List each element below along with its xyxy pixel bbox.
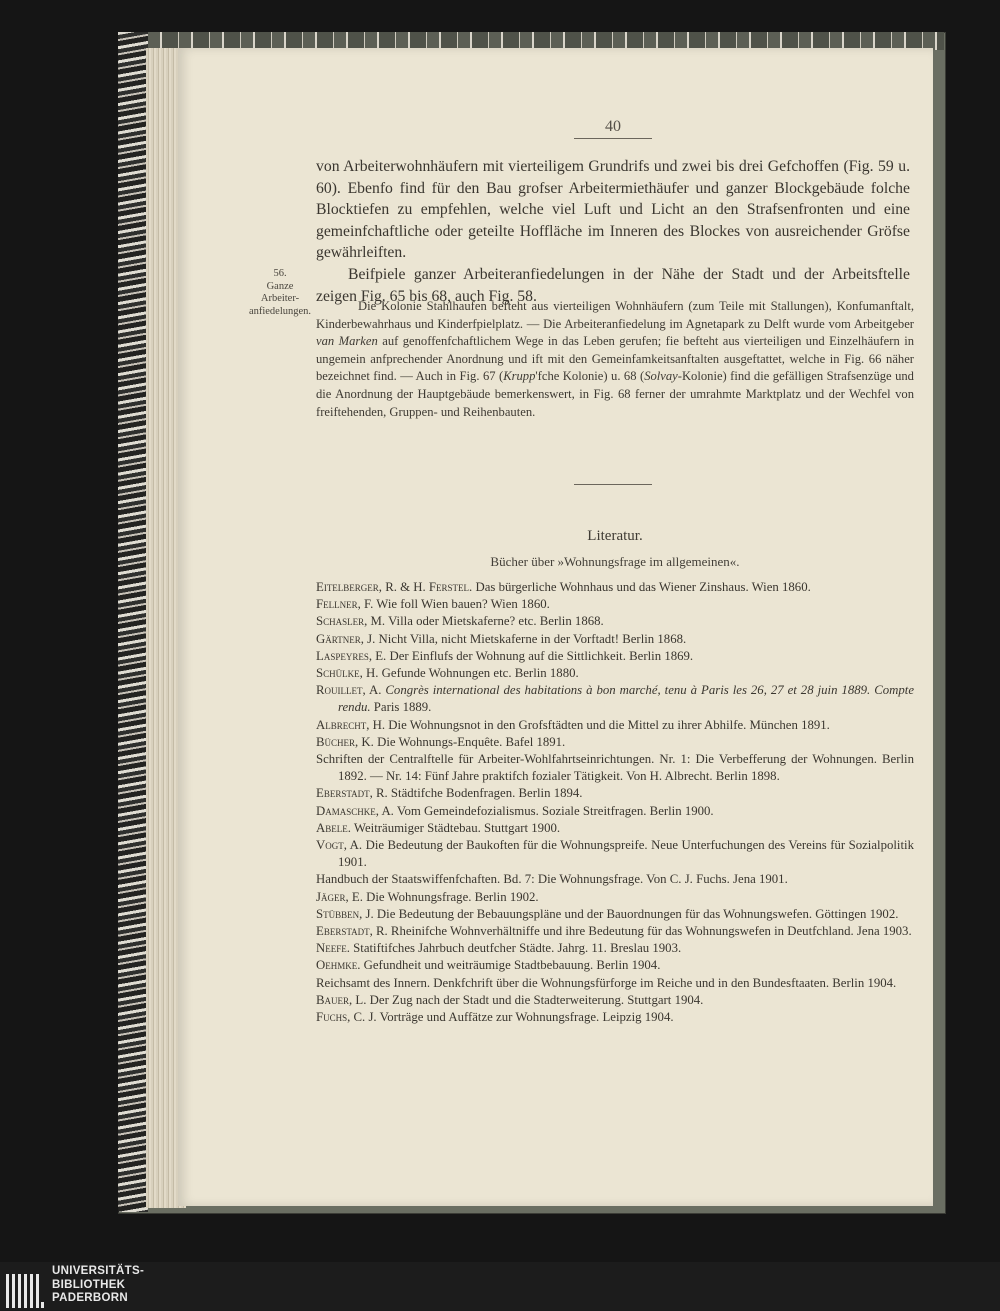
bibliography-author: Albrecht, H. bbox=[316, 717, 386, 732]
bibliography-text: Schriften der Centralftelle für Arbeiter-Wohlfahrtseinrichtungen. Nr. 1: Die Verbefferung der Wohnungen. Berlin 1892. — Nr. 14: Fünf Jahre praktifch fozialer Tätigkeit. Von H. Albrecht. Berlin 1898. bbox=[316, 752, 914, 784]
bibliography-text: Wie foll Wien bauen? Wien 1860. bbox=[373, 597, 550, 612]
library-logo-line: UNIVERSITÄTS- bbox=[52, 1265, 145, 1277]
margin-note bbox=[240, 268, 320, 318]
marbled-spine bbox=[118, 32, 148, 1212]
bibliography-author: Jäger, E. bbox=[316, 889, 363, 904]
small-text-italic: van Marken bbox=[316, 334, 378, 349]
library-logo-text bbox=[52, 1265, 212, 1306]
bibliography-text: Gefundheit und weiträumige Stadtbebauung. Berlin 1904. bbox=[360, 958, 661, 973]
bibliography-entry bbox=[316, 596, 914, 613]
bibliography-text: Rheinifche Wohnverhältniffe und ihre Bedeutung für das Wohnungswefen in Deutfchland. Jena 1903. bbox=[387, 924, 912, 939]
bibliography-text: Städtifche Bodenfragen. Berlin 1894. bbox=[387, 786, 583, 801]
small-text-part: Die Kolonie Stahlhaufen befteht aus vierteiligen Wohnhäufern (zum Teile mit Stallungen), Konfumanftalt, Kinderbewahrhaus und Kinderfpielplatz. — Die Arbeiteranfiedelung im Agnetapark zu Delft wurde vom Arbeitgeber bbox=[316, 299, 914, 331]
bibliography-entry bbox=[316, 957, 914, 974]
bibliography-text: Paris 1889. bbox=[370, 700, 432, 715]
page-number: 40 bbox=[605, 118, 621, 135]
bibliography-author: Damaschke, A. bbox=[316, 803, 394, 818]
bibliography-entry bbox=[316, 871, 914, 888]
bibliography-author: Stübben, J. bbox=[316, 906, 374, 921]
bibliography-author: Vogt, A. bbox=[316, 838, 363, 853]
bibliography-title-italic: Congrès international des habitations à bon marché, tenu à Paris les 26, 27 et 28 juin 1889. Compte rendu. bbox=[338, 683, 915, 715]
library-logo-icon bbox=[6, 1268, 44, 1308]
bibliography-author: Rouillet, A. bbox=[316, 683, 382, 698]
bibliography-entry bbox=[316, 648, 914, 665]
literature-subheading: Bücher über »Wohnungsfrage im allgemeinen«. bbox=[490, 554, 740, 569]
bibliography-text: Vom Gemeindefozialismus. Soziale Streitfragen. Berlin 1900. bbox=[393, 803, 714, 818]
bibliography-text: Die Wohnungs-Enquête. Bafel 1891. bbox=[373, 734, 566, 749]
bibliography-text: Der Einflufs der Wohnung auf die Sittlichkeit. Berlin 1869. bbox=[386, 648, 694, 663]
bibliography-text: Die Wohnungsnot in den Grofsftädten und die Mittel zu ihrer Abhilfe. München 1891. bbox=[385, 717, 830, 732]
bibliography-entry bbox=[316, 940, 914, 957]
small-text-part: -Kolonie) find die gefälligen Strafsenzüge und die Anordnung der Hauptgebäude bemerkenswert, in Fig. 68 ferner der umrahmte Marktplatz und der Wechfel von freiftehenden, Gruppen- und Reihenbauten. bbox=[316, 369, 914, 419]
bibliography-author: Eberstadt, R. bbox=[316, 924, 388, 939]
bibliography-author: Schasler, M. bbox=[316, 614, 386, 629]
bibliography-text: Handbuch der Staatswiffenfchaften. Bd. 7: Die Wohnungsfrage. Von C. J. Fuchs. Jena 1901. bbox=[316, 872, 788, 887]
bibliography-entry bbox=[316, 923, 914, 940]
bibliography-author: Fellner, F. bbox=[316, 597, 374, 612]
bibliography-author: Oehmke. bbox=[316, 958, 361, 973]
bibliography-entry bbox=[316, 837, 914, 871]
literature-heading: Literatur. bbox=[587, 528, 643, 544]
bibliography-text: Reichsamt des Innern. Denkfchrift über die Wohnungsfürforge im Reiche und in den Bundesftaaten. Berlin 1904. bbox=[316, 975, 897, 990]
bibliography-entry bbox=[316, 820, 914, 837]
bibliography-entry bbox=[316, 906, 914, 923]
small-text-italic: Solvay bbox=[644, 369, 678, 384]
page-number-rule bbox=[574, 138, 652, 139]
bibliography-entry bbox=[316, 803, 914, 820]
bibliography-author: Laspeyres, E. bbox=[316, 648, 387, 663]
library-logo-line: BIBLIOTHEK bbox=[52, 1278, 126, 1291]
bibliography-text: Der Zug nach der Stadt und die Stadterweiterung. Stuttgart 1904. bbox=[366, 992, 704, 1007]
bibliography-text: Nicht Villa, nicht Mietskaferne in der Vorftadt! Berlin 1868. bbox=[375, 631, 687, 646]
bibliography-entry bbox=[316, 682, 914, 716]
bibliography-entry bbox=[316, 1009, 914, 1026]
small-text-part: 'fche Kolonie) u. 68 ( bbox=[535, 369, 645, 384]
bibliography-author: Bauer, L. bbox=[316, 992, 367, 1007]
margin-note-line: Ganze bbox=[266, 280, 294, 292]
margin-note-line: anfiedelungen. bbox=[248, 305, 312, 317]
bibliography-entry bbox=[316, 751, 914, 785]
small-text-part: auf genoffenfchaftlichem Wege in das Leben gerufen; fie befteht aus vierteiligen und Einzelhäufern in ungemein anfprechender Anordnung und ift mit den Gemeinfamkeitsanftalten ausgeftattet, welche in Fig. 66 näher bezeichnet find. — Auch in Fig. 67 ( bbox=[316, 334, 914, 384]
bibliography-text: Das bürgerliche Wohnhaus und das Wiener Zinshaus. Wien 1860. bbox=[472, 580, 811, 594]
bibliography-text: Vorträge und Auffätze zur Wohnungsfrage. Leipzig 1904. bbox=[376, 1010, 674, 1025]
small-text-italic: Krupp bbox=[503, 369, 536, 384]
bibliography-author: Bücher, K. bbox=[316, 734, 374, 749]
bibliography-entry bbox=[316, 734, 914, 751]
bibliography-author: Gärtner, J. bbox=[316, 631, 376, 646]
bibliography-entry bbox=[316, 613, 914, 630]
bibliography-entry bbox=[316, 992, 914, 1009]
bibliography-entry bbox=[316, 785, 914, 802]
bibliography-list bbox=[316, 579, 914, 1026]
library-logo-line: PADERBORN bbox=[52, 1292, 128, 1304]
small-print-paragraph bbox=[316, 298, 914, 421]
bibliography-author: Neefe. bbox=[316, 941, 350, 956]
bibliography-author: Abele. bbox=[316, 820, 351, 835]
bibliography-entry bbox=[316, 631, 914, 648]
bibliography-text: Statiftifches Jahrbuch deutfcher Städte. Jahrg. 11. Breslau 1903. bbox=[349, 941, 682, 956]
bibliography-text: Die Bedeutung der Baukoften für die Wohnungspreife. Neue Unterfuchungen des Vereins für Sozialpolitik 1901. bbox=[338, 838, 914, 870]
bibliography-author: Schülke, H. bbox=[316, 666, 379, 681]
book-page bbox=[178, 48, 933, 1206]
body-paragraph-2: Beifpiele ganzer Arbeiteranfiedelungen in der Nähe der Stadt und der Arbeitsftelle zeigen Fig. 65 bis 68, auch Fig. 58. bbox=[316, 265, 910, 305]
section-divider bbox=[574, 484, 652, 485]
body-text bbox=[316, 156, 910, 307]
bibliography-entry bbox=[316, 717, 914, 734]
margin-note-line: Arbeiter- bbox=[260, 293, 300, 304]
bibliography-entry bbox=[316, 579, 914, 596]
bibliography-text: Die Bedeutung der Bebauungspläne und der Bauordnungen für das Wohnungswefen. Göttingen 1902. bbox=[373, 906, 899, 921]
small-print-text bbox=[316, 298, 914, 421]
margin-note-line: 56. bbox=[273, 268, 287, 279]
bibliography-entry bbox=[316, 889, 914, 906]
bibliography-entry bbox=[316, 665, 914, 682]
body-paragraph-1: von Arbeiterwohnhäufern mit vierteiligem Grundrifs und zwei bis drei Gefchoffen (Fig. 59 u. 60). Ebenfo find für den Bau grofser Arbeitermiethäufer und ganzer Blockgebäude folche Blocktiefen zu empfehlen, welche viel Luft und Licht an den Strafsenfronten und eine gemeinfchaftliche oder geteilte Hoffläche im Inneren des Blockes von ausreichender Gröfse gewährleiften. bbox=[316, 158, 910, 262]
bibliography-author: Fuchs, C. J. bbox=[316, 1010, 377, 1025]
bibliography-entry bbox=[316, 975, 914, 992]
bibliography-text: Die Wohnungsfrage. Berlin 1902. bbox=[362, 889, 539, 904]
bibliography-author: Eberstadt, R. bbox=[316, 786, 388, 801]
bibliography-text: Villa oder Mietskaferne? etc. Berlin 1868. bbox=[385, 614, 604, 629]
bibliography-text: Gefunde Wohnungen etc. Berlin 1880. bbox=[378, 666, 579, 681]
bibliography-text: Weiträumiger Städtebau. Stuttgart 1900. bbox=[350, 820, 561, 835]
bibliography-author: Eitelberger, R. & H. Ferstel. bbox=[316, 580, 473, 594]
